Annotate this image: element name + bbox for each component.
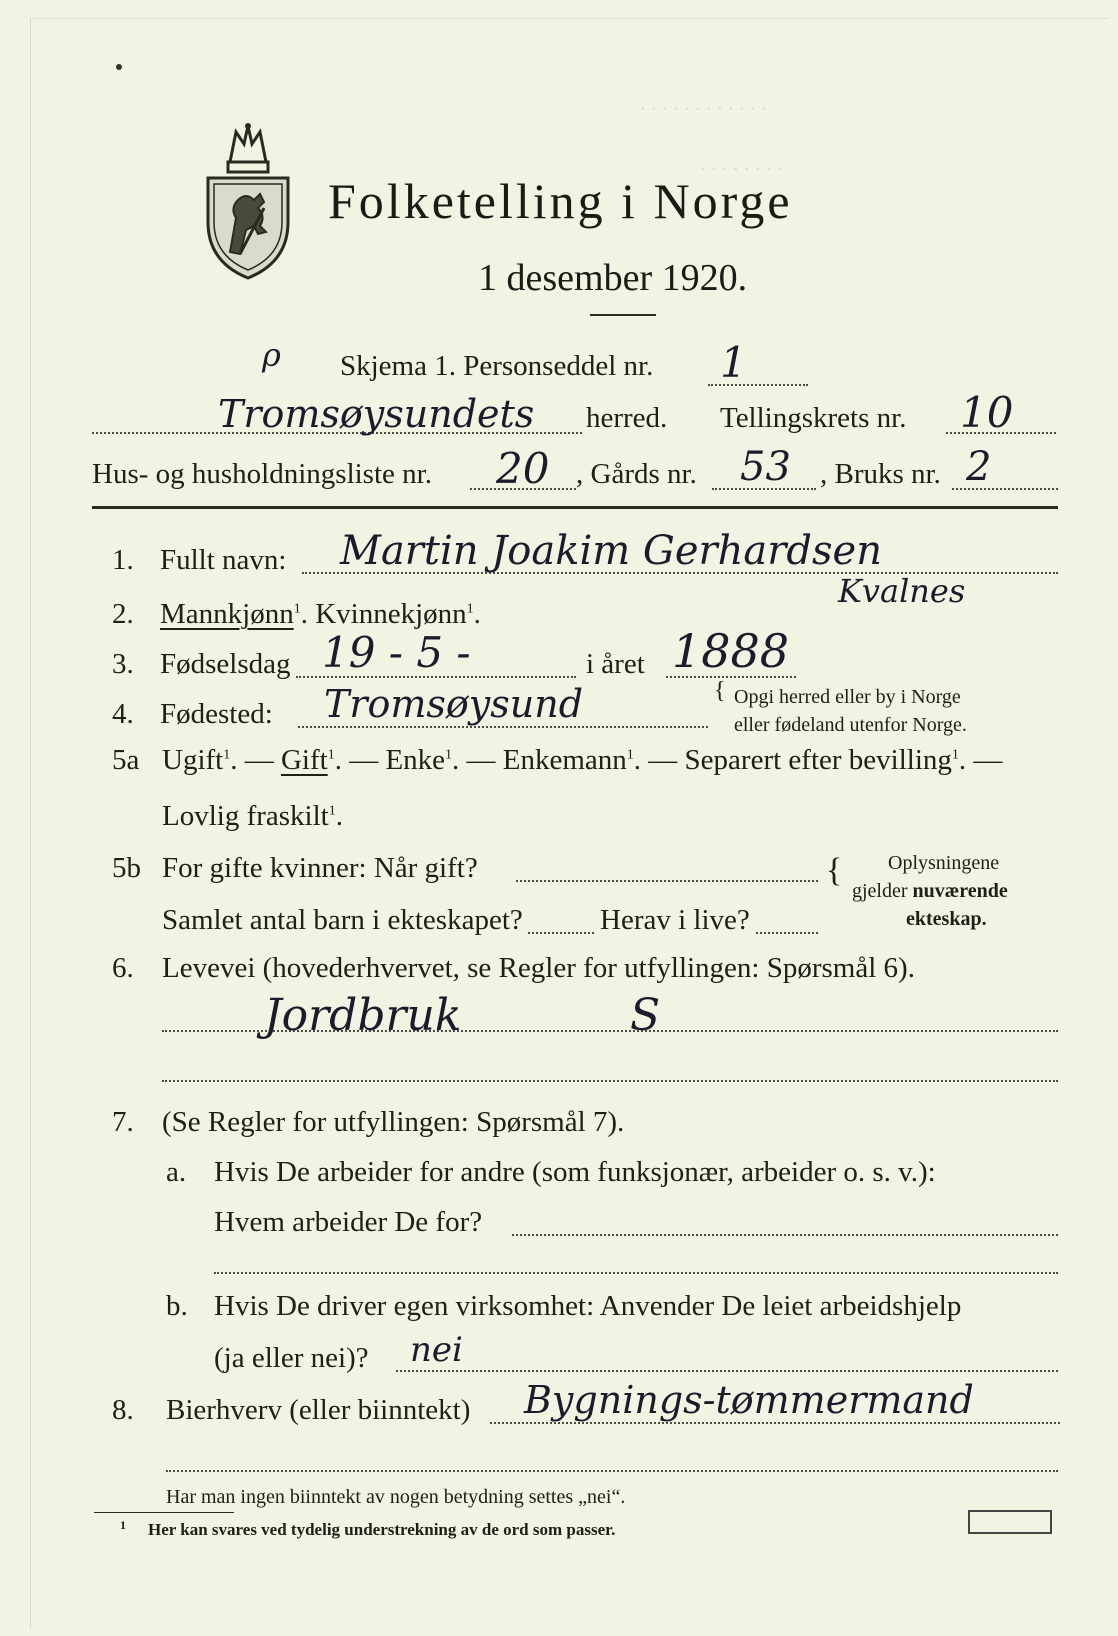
separator: —: [973, 744, 1003, 776]
q2-options: Mannkjønn$^1$. Kvinnekjønn$^1$.: [160, 598, 481, 630]
check-mark: ρ: [262, 336, 281, 374]
q5a-options: Ugift$^1$. — Gift$^1$. — Enke$^1$. — Enkemann$^1$. — Separert efter bevilling$^1$. —: [162, 744, 1003, 776]
q7a-line-2: [214, 1272, 1058, 1274]
q5a-enkemann[interactable]: Enkemann: [502, 744, 627, 776]
q4-label: Fødested:: [160, 698, 273, 730]
q7a-sub: Hvem arbeider De for?: [214, 1206, 483, 1238]
title-divider: [590, 314, 656, 316]
q1-label: Fullt navn:: [160, 544, 287, 576]
q4-note-1: Opgi herred eller by i Norge: [734, 686, 961, 708]
hus-label: Hus- og husholdningsliste nr.: [92, 458, 432, 490]
q7-label: (Se Regler for utfyllingen: Spørsmål 7).: [162, 1106, 625, 1138]
q5b-note-2: [852, 880, 1008, 903]
q3-label: Fødselsdag: [160, 648, 291, 680]
q8-number: 8.: [112, 1394, 134, 1426]
q5a-lovlig[interactable]: Lovlig fraskilt: [162, 800, 329, 832]
q6-mark: S: [630, 990, 661, 1041]
q7a-label: Hvis De arbeider for andre (som funksjonær, arbeider o. s. v.):: [214, 1156, 936, 1188]
bracket-icon: {: [826, 852, 843, 889]
q5a-separert[interactable]: Separert efter bevilling: [684, 744, 952, 776]
q7b-sub: (ja eller nei)?: [214, 1342, 369, 1374]
q1-number: 1.: [112, 544, 134, 576]
q5b-note-2b: nuværende: [912, 880, 1008, 902]
q5b-live-label: Herav i live?: [600, 904, 750, 936]
coat-of-arms-icon: [200, 122, 296, 282]
herred-label: herred.: [586, 402, 668, 434]
q5a-lovlig-row: Lovlig fraskilt$^1$.: [162, 800, 343, 832]
q5a-ugift[interactable]: Ugift: [162, 744, 224, 776]
ink-dot: [116, 64, 122, 70]
separator: —: [648, 744, 678, 776]
form-title: Folketelling i Norge: [328, 173, 793, 229]
separator: —: [244, 744, 274, 776]
bruks-value[interactable]: 2: [966, 444, 992, 490]
q5a-enke[interactable]: Enke: [385, 744, 446, 776]
herred-value[interactable]: Tromsøysundets: [218, 392, 535, 436]
q1-value-continued[interactable]: Kvalnes: [838, 572, 966, 610]
footnote-rule: [94, 1512, 234, 1513]
q8-value[interactable]: Bygnings-tømmermand: [524, 1378, 974, 1422]
q5b-note-2a: gjelder: [852, 880, 908, 902]
footnote-ref: 1: [445, 747, 453, 763]
q6-line-2: [162, 1080, 1058, 1082]
q5b-barn-line: [528, 932, 594, 934]
section-divider: [92, 506, 1058, 509]
q5b-barn-label: Samlet antal barn i ekteskapet?: [162, 904, 523, 936]
q8-label: Bierhverv (eller biinntekt): [166, 1394, 471, 1426]
q6-label: Levevei (hovederhvervet, se Regler for utfyllingen: Spørsmål 6).: [162, 952, 915, 984]
q2-number: 2.: [112, 598, 134, 630]
tellingskrets-label: Tellingskrets nr.: [720, 402, 907, 434]
q2-male-option[interactable]: Mannkjønn: [160, 598, 294, 630]
bruks-label: , Bruks nr.: [820, 458, 941, 490]
footnote-number: 1: [120, 1518, 126, 1532]
q7b-letter: b.: [166, 1290, 188, 1322]
personseddel-value[interactable]: 1: [720, 338, 747, 387]
q3-year-label: i året: [586, 648, 645, 680]
q4-number: 4.: [112, 698, 134, 730]
footnote-ref: 1: [328, 803, 336, 819]
footnote-ref: 1: [327, 747, 335, 763]
q3-year-value[interactable]: 1888: [672, 624, 790, 678]
q3-value[interactable]: 19 - 5 -: [322, 628, 471, 677]
gards-value[interactable]: 53: [740, 444, 791, 490]
separator: —: [466, 744, 496, 776]
q2-female-option[interactable]: Kvinnekjønn: [315, 598, 467, 630]
printer-stamp: [968, 1510, 1052, 1534]
q7b-label: Hvis De driver egen virksomhet: Anvender De leiet arbeidshjelp: [214, 1290, 962, 1322]
bleed-through: . . . . . . . . . . . .: [640, 90, 767, 115]
separator: —: [349, 744, 379, 776]
q6-number: 6.: [112, 952, 134, 984]
footnote-ref: 1: [626, 747, 634, 763]
footnote-ref: 1: [951, 747, 959, 763]
q5b-note-3: ekteskap.: [906, 908, 987, 930]
q7a-letter: a.: [166, 1156, 187, 1188]
q5b-line: [516, 880, 818, 882]
q1-value[interactable]: Martin Joakim Gerhardsen: [340, 528, 882, 574]
bleed-through: . . . . . . . .: [700, 150, 783, 175]
q5a-gift[interactable]: Gift: [280, 744, 328, 776]
footnote-text: Her kan svares ved tydelig understrekning av de ord som passer.: [148, 1520, 616, 1539]
bracket-icon: {: [714, 678, 726, 704]
gards-label: , Gårds nr.: [576, 458, 697, 490]
q8-line: [490, 1422, 1060, 1424]
hus-value[interactable]: 20: [496, 444, 550, 493]
q5b-note-1: Oplysningene: [888, 852, 1000, 874]
q4-line: [298, 726, 708, 728]
tellingskrets-value[interactable]: 10: [960, 388, 1014, 437]
form-date: 1 desember 1920.: [478, 257, 748, 299]
q3-number: 3.: [112, 648, 134, 680]
q5b-live-line: [756, 932, 818, 934]
note-text: Har man ingen biinntekt av nogen betydning settes „nei“.: [166, 1486, 626, 1508]
q4-note-2: eller fødeland utenfor Norge.: [734, 714, 967, 736]
footnote-ref: 1: [293, 601, 301, 617]
q4-value[interactable]: Tromsøysund: [324, 682, 584, 726]
skjema-label: Skjema 1. Personseddel nr.: [340, 350, 654, 382]
q5b-label: For gifte kvinner: Når gift?: [162, 852, 478, 884]
q7b-value[interactable]: nei: [410, 1330, 463, 1370]
q7-number: 7.: [112, 1106, 134, 1138]
footnote-ref: 1: [466, 601, 474, 617]
q5a-number: 5a: [112, 744, 140, 776]
q6-value[interactable]: Jordbruk: [264, 990, 462, 1041]
q5b-number: 5b: [112, 852, 141, 884]
q8-line-2: [166, 1470, 1058, 1472]
q7a-line: [512, 1234, 1058, 1236]
q7b-line: [396, 1370, 1058, 1372]
footnote-ref: 1: [223, 747, 231, 763]
